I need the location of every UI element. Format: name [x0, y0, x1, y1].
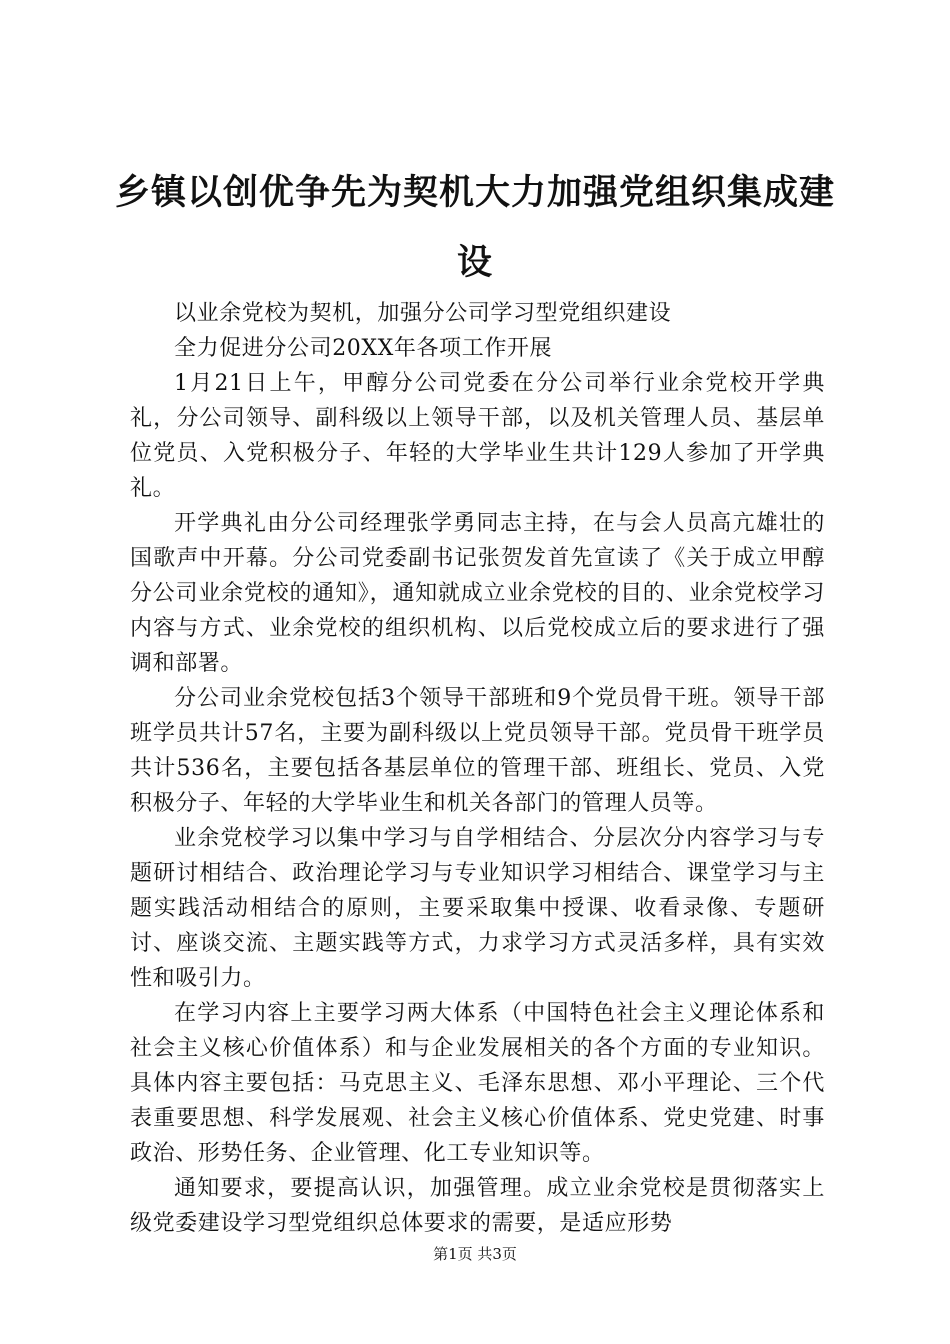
- paragraph: 1月21日上午，甲醇分公司党委在分公司举行业余党校开学典礼，分公司领导、副科级以上领导干部，以及机关管理人员、基层单位党员、入党积极分子、年轻的大学毕业生共计129人参加了开学典礼。: [130, 371, 825, 501]
- paragraph: 全力促进分公司20XX年各项工作开展: [174, 336, 553, 361]
- document-body: [130, 296, 825, 1241]
- paragraph: 开学典礼由分公司经理张学勇同志主持，在与会人员高亢雄壮的国歌声中开幕。分公司党委副书记张贺发首先宣读了《关于成立甲醇分公司业余党校的通知》，通知就成立业余党校的目的、业余党校学习内容与方式、业余党校的组织机构、以后党校成立后的要求进行了强调和部署。: [130, 511, 825, 676]
- document-title: 乡镇以创优争先为契机大力加强党组织集成建设: [114, 172, 835, 283]
- page-footer: 第1页 共3页: [433, 1245, 517, 1263]
- paragraph: 分公司业余党校包括3个领导干部班和9个党员骨干班。领导干部班学员共计57名，主要为副科级以上党员领导干部。党员骨干班学员共计536名，主要包括各基层单位的管理干部、班组长、党员、入党积极分子、年轻的大学毕业生和机关各部门的管理人员等。: [130, 686, 825, 816]
- paragraph: 业余党校学习以集中学习与自学相结合、分层次分内容学习与专题研讨相结合、政治理论学习与专业知识学习相结合、课堂学习与主题实践活动相结合的原则，主要采取集中授课、收看录像、专题研讨、座谈交流、主题实践等方式，力求学习方式灵活多样，具有实效性和吸引力。: [130, 826, 825, 991]
- paragraph: 通知要求，要提高认识，加强管理。成立业余党校是贯彻落实上级党委建设学习型党组织总体要求的需要，是适应形势: [130, 1176, 825, 1236]
- paragraph: 在学习内容上主要学习两大体系（中国特色社会主义理论体系和社会主义核心价值体系）和与企业发展相关的各个方面的专业知识。具体内容主要包括：马克思主义、毛泽东思想、邓小平理论、三个代表重要思想、科学发展观、社会主义核心价值体系、党史党建、时事政治、形势任务、企业管理、化工专业知识等。: [130, 1001, 825, 1166]
- paragraph: 以业余党校为契机，加强分公司学习型党组织建设: [174, 301, 672, 326]
